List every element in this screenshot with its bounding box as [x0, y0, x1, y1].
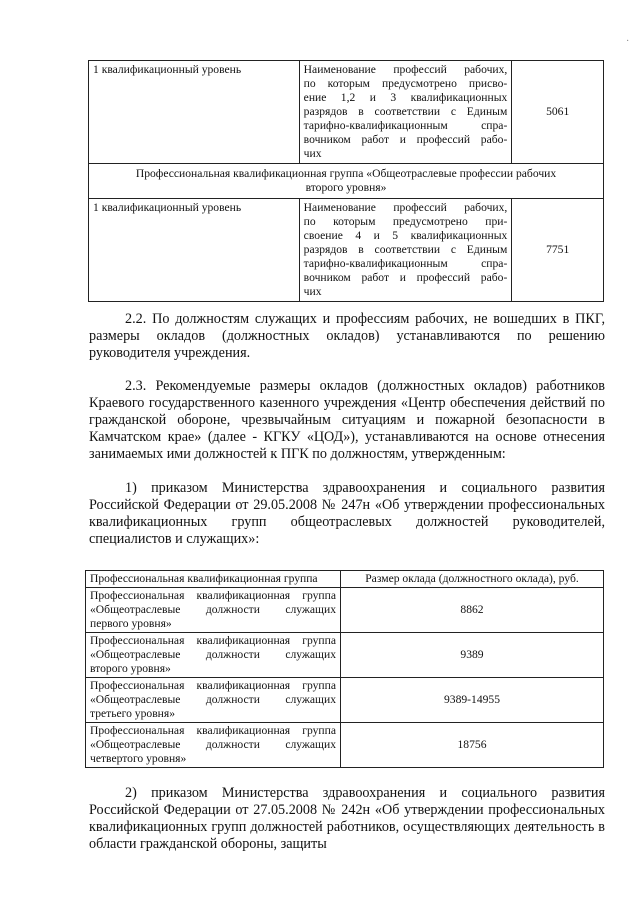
- value-cell: 5061: [512, 61, 604, 164]
- value-cell: 7751: [512, 199, 604, 302]
- group-cell: Профессиональная квалификационная группа «Общеотраслевые должности служащих третьего уровня»: [86, 678, 341, 723]
- column-header-salary: Размер оклада (должностного оклада), руб.: [341, 571, 604, 588]
- column-header-group: Профессиональная квалификационная группа: [86, 571, 341, 588]
- paragraph-item-2: 2) приказом Министерства здравоохранения и социального развития Российской Федерации от 27.05.2008 № 242н «Об утверждении профессиональных квалификационных групп должностей работников, осуществляющих деятельность в области гражданской обороны, защиты: [89, 785, 605, 852]
- table-row: [86, 678, 604, 723]
- salary-cell: 8862: [341, 588, 604, 633]
- table-row: [86, 588, 604, 633]
- paragraph-2-3: 2.3. Рекомендуемые размеры окладов (должностных окладов) работников Краевого государственного казенного учреждения «Центр обеспечения действий по гражданской обороне, чрезвычайным ситуациям и пожарной безопасности в Камчатском крае» (далее - КГКУ «ЦОД»), устанавливаются на основе отнесения занимаемых ими должностей к ПГК по должностям, утвержденным:: [89, 378, 605, 462]
- group-header-cell: Профессиональная квалификационная группа «Общеотраслевые профессии рабочих второго уровня»: [89, 164, 604, 199]
- group-cell: Профессиональная квалификационная группа «Общеотраслевые должности служащих первого уровня»: [86, 588, 341, 633]
- table-header-row: [86, 571, 604, 588]
- table-row: [89, 199, 604, 302]
- salary-table-workers: [88, 60, 604, 302]
- salary-cell: 9389: [341, 633, 604, 678]
- margin-mark: ·: [626, 36, 630, 47]
- salary-table-employees: [85, 570, 604, 768]
- paragraph-2-2: 2.2. По должностям служащих и профессиям рабочих, не вошедших в ПКГ, размеры окладов (должностных окладов) устанавливаются по решению руководителя учреждения.: [89, 311, 605, 361]
- salary-cell: 18756: [341, 723, 604, 768]
- table-row: [86, 633, 604, 678]
- paragraph-item-1: 1) приказом Министерства здравоохранения и социального развития Российской Федерации от 29.05.2008 № 247н «Об утверждении профессиональных квалификационных групп общеотраслевых должностей руководителей, специалистов и служащих»:: [89, 480, 605, 547]
- salary-cell: 9389-14955: [341, 678, 604, 723]
- table-row: [89, 164, 604, 199]
- group-cell: Профессиональная квалификационная группа «Общеотраслевые должности служащих четвертого уровня»: [86, 723, 341, 768]
- description-cell: Наименование профессий рабочих, по которым предусмотрено при- своение 4 и 5 квалификационных разрядов в соответствии с Единым тарифно-квалификационным спра- вочником работ и профессий рабо- чих: [299, 199, 512, 302]
- level-cell: 1 квалификационный уровень: [89, 61, 300, 164]
- description-cell: Наименование профессий рабочих, по которым предусмотрено присво- ение 1,2 и 3 квалификационных разрядов в соответствии с Единым тарифно-квалификационным спра- вочником работ и профессий рабо- чих: [299, 61, 512, 164]
- group-cell: Профессиональная квалификационная группа «Общеотраслевые должности служащих второго уровня»: [86, 633, 341, 678]
- level-cell: 1 квалификационный уровень: [89, 199, 300, 302]
- table-row: [89, 61, 604, 164]
- table-row: [86, 723, 604, 768]
